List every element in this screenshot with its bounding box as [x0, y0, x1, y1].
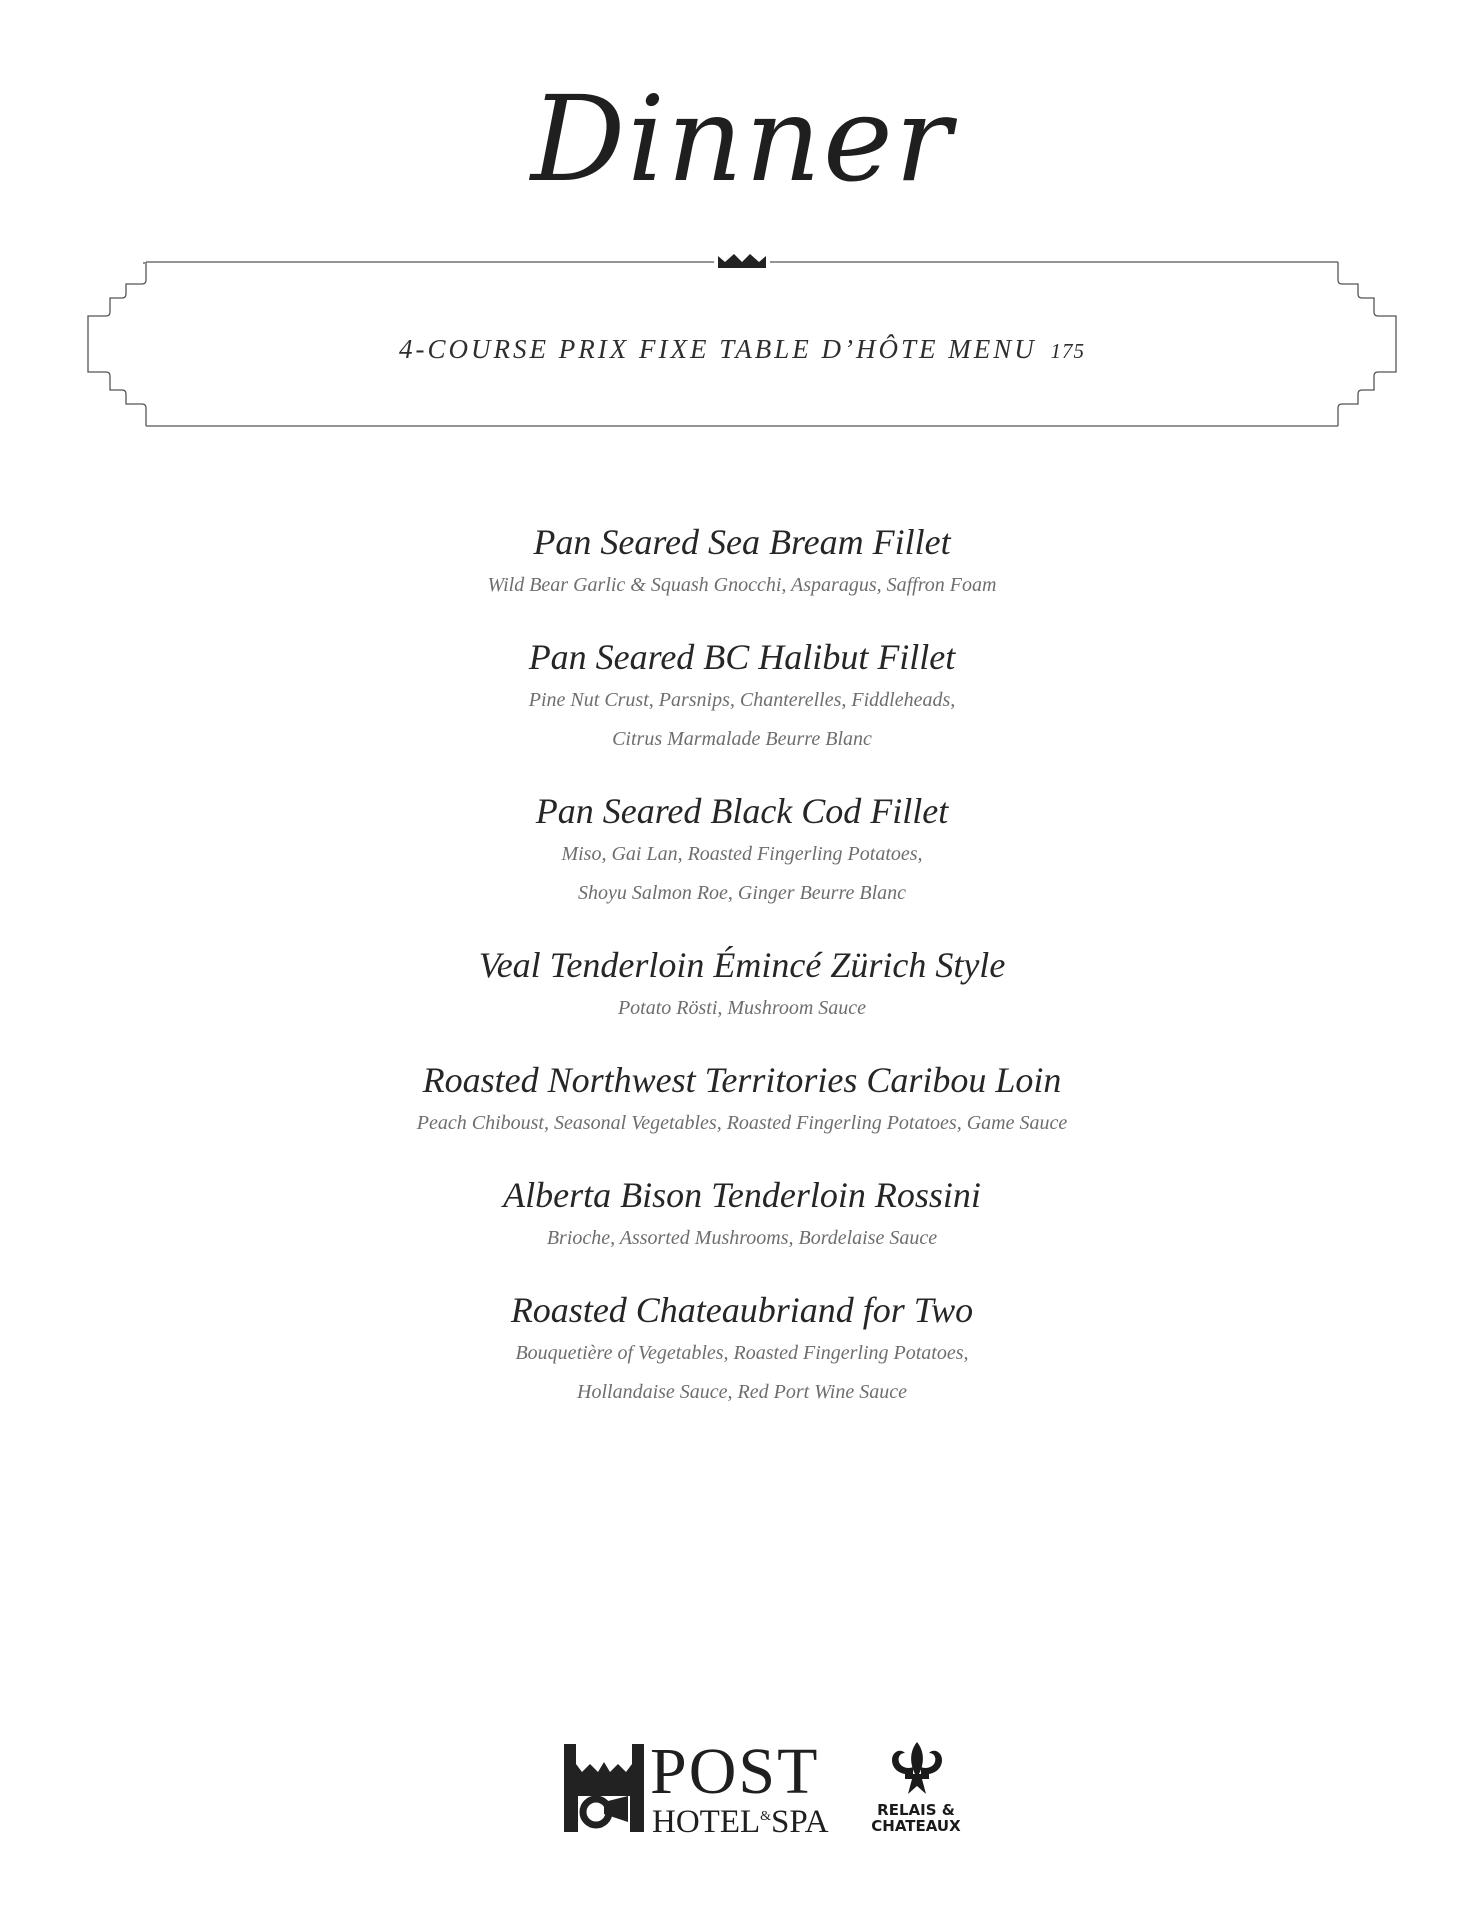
post-horn-crown-icon	[562, 1744, 646, 1832]
page-title: Dinner	[530, 70, 954, 208]
dish-name: Alberta Bison Tenderloin Rossini	[503, 1175, 981, 1215]
dish-list	[0, 518, 1484, 1440]
dish-description: Peach Chiboust, Seasonal Vegetables, Roasted Fingerling Potatoes, Game Sauce	[416, 1112, 1068, 1134]
dish-description: Brioche, Assorted Mushrooms, Bordelaise Sauce	[546, 1227, 938, 1249]
crown-icon	[716, 250, 768, 270]
dish-description: Wild Bear Garlic & Squash Gnocchi, Asparagus, Saffron Foam	[487, 574, 997, 596]
dish-description: Citrus Marmalade Beurre Blanc	[612, 728, 872, 750]
subtitle-text: 4-COURSE PRIX FIXE TABLE D’HÔTE MENU	[399, 334, 1037, 364]
footer-logos	[0, 1735, 1484, 1850]
relais-line: RELAIS &	[877, 1801, 955, 1819]
dish-item	[0, 941, 1484, 1028]
hotel-spa-wordmark	[652, 1804, 829, 1841]
dish-name: Pan Seared Black Cod Fillet	[535, 791, 949, 831]
dish-name: Roasted Chateaubriand for Two	[510, 1290, 974, 1330]
hotel-word: HOTEL	[652, 1804, 761, 1840]
dish-item	[0, 633, 1484, 759]
ampersand: &	[760, 1809, 772, 1824]
dish-item	[0, 1056, 1484, 1143]
dish-description: Pine Nut Crust, Parsnips, Chanterelles, Fiddleheads,	[528, 689, 956, 711]
dish-item	[0, 1286, 1484, 1412]
dish-name: Veal Tenderloin Émincé Zürich Style	[478, 945, 1006, 985]
relais-chateaux-logo	[866, 1740, 966, 1840]
dish-name: Pan Seared Sea Bream Fillet	[533, 522, 951, 562]
dish-description: Bouquetière of Vegetables, Roasted Fingerling Potatoes,	[515, 1342, 969, 1364]
dish-name: Pan Seared BC Halibut Fillet	[528, 637, 956, 677]
post-wordmark: POST	[650, 1735, 820, 1808]
dish-item	[0, 787, 1484, 913]
menu-price: 175	[1050, 339, 1085, 363]
post-hotel-logo	[562, 1735, 832, 1840]
relais-wordmark	[866, 1802, 966, 1834]
dish-item	[0, 518, 1484, 605]
dish-description: Shoyu Salmon Roe, Ginger Beurre Blanc	[577, 882, 907, 904]
dish-item	[0, 1171, 1484, 1258]
chateaux-line: CHATEAUX	[871, 1817, 961, 1835]
menu-subtitle	[0, 334, 1484, 365]
fleur-de-lis-icon	[888, 1740, 946, 1796]
spa-word: SPA	[771, 1804, 829, 1840]
dish-description: Potato Rösti, Mushroom Sauce	[617, 997, 867, 1019]
dish-description: Miso, Gai Lan, Roasted Fingerling Potatoes,	[561, 843, 923, 865]
dish-name: Roasted Northwest Territories Caribou Loin	[422, 1060, 1062, 1100]
dish-description: Hollandaise Sauce, Red Port Wine Sauce	[577, 1381, 907, 1403]
